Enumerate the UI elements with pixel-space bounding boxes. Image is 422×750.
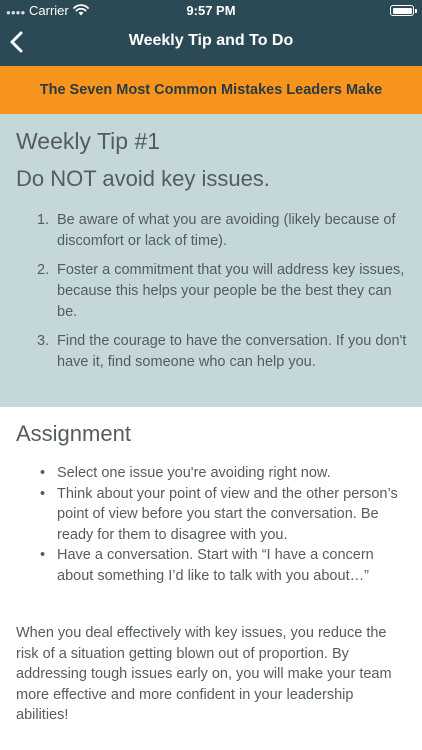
status-bar [0, 0, 422, 22]
header [0, 0, 422, 66]
tip-heading: Weekly Tip #1 [16, 128, 161, 154]
weekly-tip-section [0, 114, 422, 407]
assignment-list [16, 463, 408, 586]
tip-list [16, 210, 408, 381]
carrier-label: Carrier [29, 3, 69, 18]
list-item: 1. Be aware of what you are avoiding (likely because of discomfort or lack of time). [37, 212, 396, 249]
topic-banner [0, 66, 422, 114]
banner-title: The Seven Most Common Mistakes Leaders Make [39, 82, 383, 98]
list-item: • Select one issue you're avoiding right now. [40, 465, 331, 481]
list-item: 2. Foster a commitment that you will address key issues, because this helps your people be the best they can be. [37, 262, 405, 320]
tip-subheading: Do NOT avoid key issues. [16, 166, 270, 191]
battery-icon [390, 5, 414, 16]
page-title: Weekly Tip and To Do [128, 32, 294, 49]
status-time: 9:57 PM [186, 3, 236, 18]
list-item: • Have a conversation. Start with “I have a concern about something I’d like to talk with you about…” [40, 547, 374, 584]
assignment-paragraph: When you deal effectively with key issues, you reduce the risk of a situation getting blown out of proportion. By addressing tough issues early on, you will make your team more effective and more confident in your leadership abilities! [16, 625, 392, 723]
assignment-section [0, 407, 422, 750]
assignment-heading: Assignment [16, 421, 131, 446]
list-item: • Think about your point of view and the other person’s point of view before you start the conversation. Be ready for them to disagree with you. [40, 485, 398, 543]
list-item: 3. Find the courage to have the conversation. If you don't have it, find someone who can help you. [37, 333, 407, 370]
signal-dots-icon: ●●●● [6, 8, 26, 17]
